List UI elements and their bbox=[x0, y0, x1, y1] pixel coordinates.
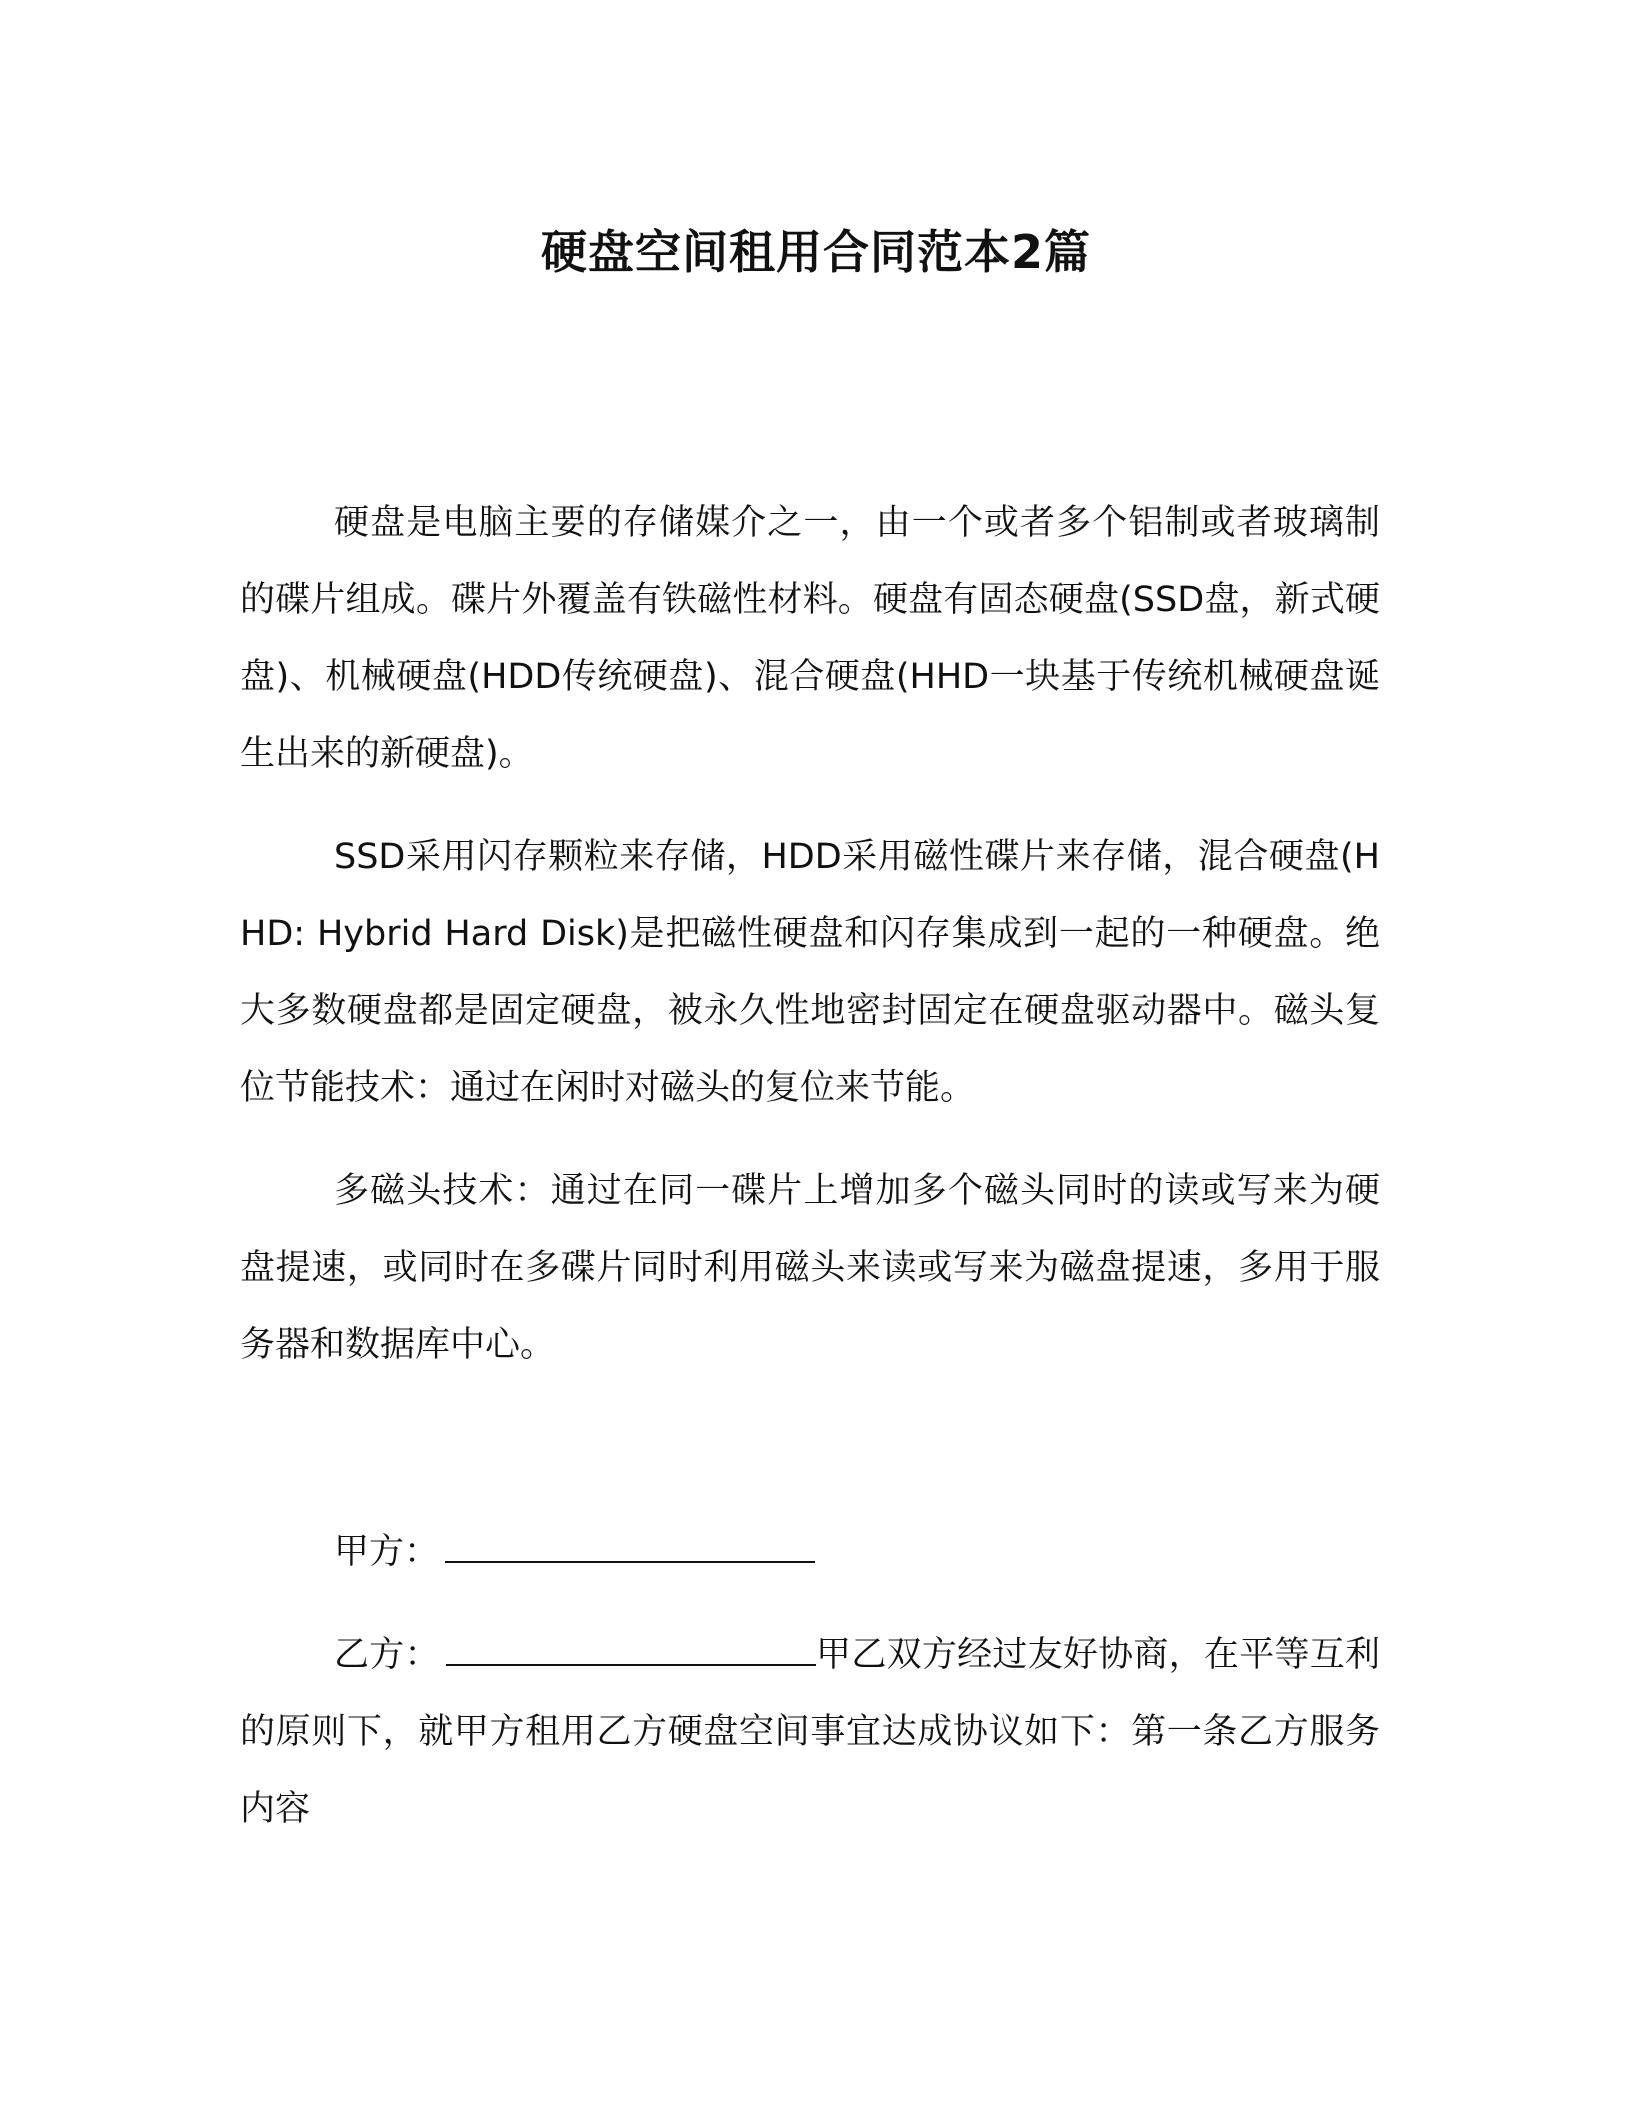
paragraph-2: SSD采用闪存颗粒来存储，HDD采用磁性碟片来存储，混合硬盘(HHD: Hybrid Hard Disk)是把磁性硬盘和闪存集成到一起的一种硬盘。绝大多数硬盘都是固定硬盘，被永久性地密封固定在硬盘驱动器中。磁头复位节能技术：通过在闲时对磁头的复位来节能。 bbox=[240, 837, 1380, 1108]
party-b-label: 乙方： bbox=[334, 1635, 440, 1675]
document-title: 硬盘空间租用合同范本2篇 bbox=[540, 225, 1091, 279]
signature-block bbox=[240, 1514, 1380, 1848]
party-b-text: 甲乙双方经过友好协商，在平等互利的原则下，就甲方租用乙方硬盘空间事宜达成协议如下：第一条乙方服务内容 bbox=[240, 1635, 1380, 1829]
paragraph-3: 多磁头技术：通过在同一碟片上增加多个磁头同时的读或写来为硬盘提速，或同时在多碟片同时利用磁头来读或写来为磁盘提速，多用于服务器和数据库中心。 bbox=[240, 1171, 1380, 1365]
party-b-blank bbox=[446, 1631, 816, 1666]
party-a-line bbox=[240, 1514, 1380, 1591]
paragraph-1: 硬盘是电脑主要的存储媒介之一，由一个或者多个铝制或者玻璃制的碟片组成。碟片外覆盖有铁磁性材料。硬盘有固态硬盘(SSD盘，新式硬盘)、机械硬盘(HDD传统硬盘)、混合硬盘(HHD一块基于传统机械硬盘诞生出来的新硬盘)。 bbox=[240, 503, 1380, 774]
party-a-blank bbox=[445, 1528, 815, 1563]
party-a-label: 甲方： bbox=[334, 1532, 440, 1572]
document-body bbox=[240, 485, 1380, 1848]
party-b-paragraph bbox=[240, 1617, 1380, 1848]
